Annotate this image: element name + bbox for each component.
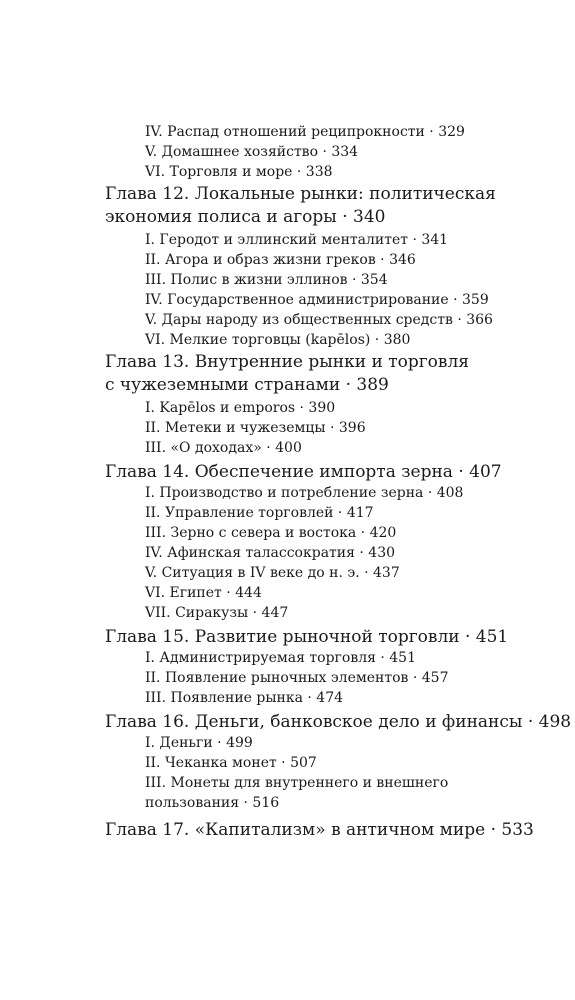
chapter-heading: Глава 17. «Капитализм» в античном мире · 533	[105, 820, 534, 840]
section-entry: I. Администрируемая торговля · 451	[145, 650, 416, 666]
section-entry: I. Деньги · 499	[145, 735, 253, 751]
section-entry: I. Kapēlos и emporos · 390	[145, 400, 336, 416]
section-entry: II. Агора и образ жизни греков · 346	[145, 252, 416, 268]
section-entry: II. Чеканка монет · 507	[145, 755, 317, 771]
section-entry: I. Производство и потребление зерна · 408	[145, 485, 464, 501]
chapter-heading: Глава 12. Локальные рынки: политическая	[105, 184, 496, 204]
section-entry: IV. Государственное администрирование · 359	[145, 292, 489, 308]
section-entry: II. Управление торговлей · 417	[145, 505, 374, 521]
section-entry: II. Метеки и чужеземцы · 396	[145, 420, 366, 436]
section-entry: IV. Распад отношений реципрокности · 329	[145, 124, 465, 140]
section-entry: III. «О доходах» · 400	[145, 440, 302, 456]
section-entry: VII. Сиракузы · 447	[145, 605, 289, 621]
section-entry: VI. Мелкие торговцы (kapēlos) · 380	[145, 332, 411, 348]
chapter-heading: Глава 16. Деньги, банковское дело и финансы · 498	[105, 712, 572, 732]
section-entry-continuation: пользования · 516	[145, 795, 280, 811]
chapter-heading: Глава 14. Обеспечение импорта зерна · 407	[105, 462, 502, 482]
section-entry: I. Геродот и эллинский менталитет · 341	[145, 232, 449, 248]
section-entry: VI. Торговля и море · 338	[145, 164, 333, 180]
section-entry: III. Зерно с севера и востока · 420	[145, 525, 397, 541]
chapter-heading: Глава 15. Развитие рыночной торговли · 451	[105, 627, 509, 647]
section-entry: V. Дары народу из общественных средств · 366	[145, 312, 493, 328]
section-entry: II. Появление рыночных элементов · 457	[145, 670, 449, 686]
chapter-heading: Глава 13. Внутренние рынки и торговля	[105, 352, 469, 372]
section-entry: V. Ситуация в IV веке до н. э. · 437	[145, 565, 400, 581]
section-entry: III. Монеты для внутреннего и внешнего	[145, 775, 449, 791]
section-entry: V. Домашнее хозяйство · 334	[145, 144, 359, 160]
section-entry: III. Появление рынка · 474	[145, 690, 344, 706]
chapter-heading-continuation: экономия полиса и агоры · 340	[105, 207, 386, 227]
chapter-heading-continuation: с чужеземными странами · 389	[105, 375, 389, 395]
section-entry: III. Полис в жизни эллинов · 354	[145, 272, 388, 288]
section-entry: VI. Египет · 444	[145, 585, 262, 601]
section-entry: IV. Афинская талассократия · 430	[145, 545, 396, 561]
